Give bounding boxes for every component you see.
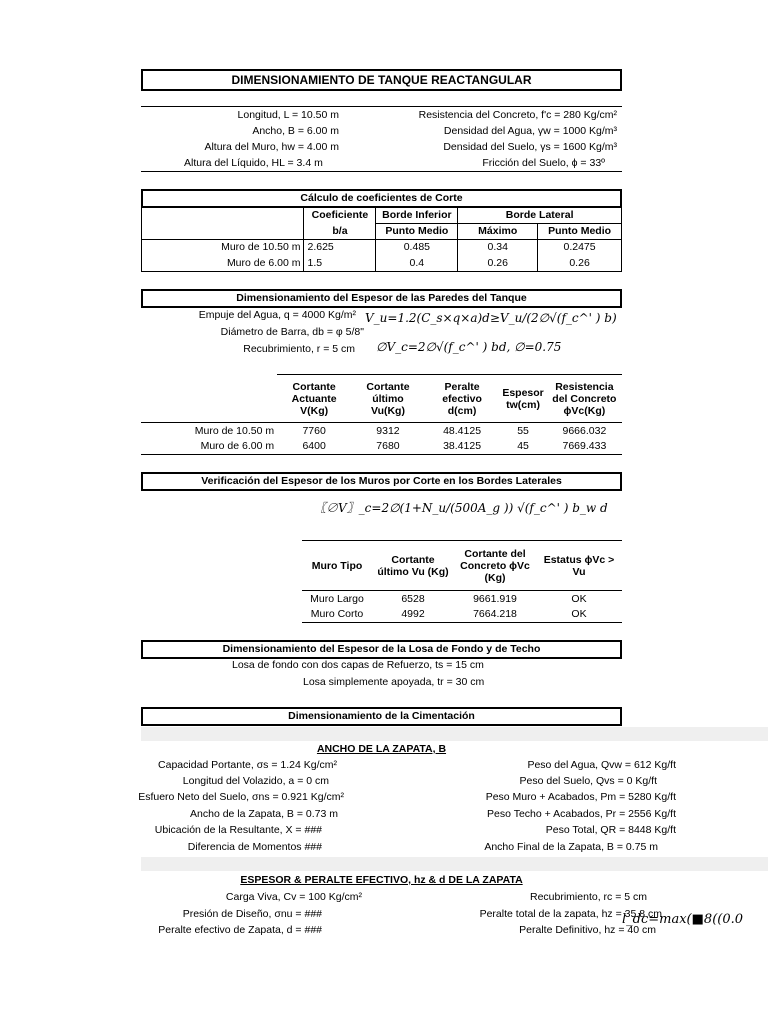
cim-band-2 [141, 857, 768, 871]
peso-muro: Peso Muro + Acabados, Pm = 5280 Kg/ft [485, 791, 676, 803]
diferencia-momentos: Diferencia de Momentos ### [187, 841, 322, 853]
input-altura-muro: Altura del Muro, hw = 4.00 m [204, 141, 339, 153]
espesor-d: 38.4125 [425, 439, 500, 455]
peso-total: Peso Total, QR = 8448 Kg/ft [545, 824, 676, 836]
coef-header-coeficiente: Coeficiente [304, 207, 376, 223]
coef-row-label: Muro de 6.00 m [142, 255, 304, 271]
espesor-tw: 55 [517, 424, 529, 437]
input-friccion: Fricción del Suelo, ϕ = 33º [482, 157, 605, 169]
coef-pm: 0.26 [538, 255, 622, 271]
coef-header-borde-lateral: Borde Lateral [458, 207, 622, 223]
verif-header-tipo: Muro Tipo [302, 541, 372, 591]
inputs-top-rule [141, 106, 622, 107]
page-title: DIMENSIONAMIENTO DE TANQUE REACTANGULAR [141, 69, 622, 91]
verif-vc: 9661.919 [473, 592, 517, 605]
equation-vu: V_u=1.2(C_s×q×a)d≥V_u/(2∅√(f_c^' ) b) [365, 311, 617, 325]
inputs-bottom-rule [141, 171, 622, 172]
coef-ba: 2.625 [304, 239, 376, 255]
coef-section-title: Cálculo de coeficientes de Corte [141, 189, 622, 208]
coef-ba: 1.5 [304, 255, 376, 271]
peralte-definitivo: Peralte Definitivo, hz = 40 cm [519, 924, 656, 936]
verif-vu: 6528 [401, 592, 425, 605]
verif-vu: 4992 [372, 607, 454, 623]
espesor-vu: 7680 [351, 439, 425, 455]
equation-vc: ∅V_c=2∅√(f_c^' ) bd, ∅=0.75 [376, 340, 562, 354]
verif-header-vc: Cortante del Concreto ϕVc (Kg) [454, 541, 536, 591]
table-row [142, 239, 622, 255]
recubrimiento-zapata: Recubrimiento, rc = 5 cm [530, 891, 647, 903]
coef-max: 0.26 [458, 255, 538, 271]
table-row [142, 255, 622, 271]
espesor-tw: 45 [499, 439, 546, 455]
verif-vc: 7664.218 [454, 607, 536, 623]
espesor-v: 7760 [302, 424, 326, 437]
esfuerzo-neto: Esfuero Neto del Suelo, σns = 0.921 Kg/cm² [138, 791, 344, 803]
losa-techo: Losa simplemente apoyada, tr = 30 cm [303, 676, 485, 688]
recubrimiento: Recubrimiento, r = 5 cm [243, 343, 355, 355]
peso-suelo: Peso del Suelo, Qvs = 0 Kg/ft [519, 775, 657, 787]
peso-agua: Peso del Agua, Qvw = 612 Kg/ft [527, 759, 676, 771]
losa-fondo: Losa de fondo con dos capas de Refuerzo, ts = 15 cm [232, 659, 484, 671]
diametro-barra: Diámetro de Barra, db = φ 5/8" [220, 326, 364, 338]
peso-techo: Peso Techo + Acabados, Pr = 2556 Kg/ft [487, 808, 676, 820]
ancho-final-zapata: Ancho Final de la Zapata, B = 0.75 m [484, 841, 658, 853]
cim-subtitle-ancho: ANCHO DE LA ZAPATA, B [316, 743, 447, 755]
coef-inf: 0.485 [376, 239, 458, 255]
peralte-efectivo-zapata: Peralte efectivo de Zapata, d = ### [158, 924, 322, 936]
espesor-row-label: Muro de 6.00 m [141, 439, 277, 455]
verif-header-estatus: Estatus ϕVc > Vu [536, 541, 622, 591]
losa-section-title: Dimensionamiento del Espesor de la Losa de Fondo y de Techo [141, 640, 622, 659]
coef-header-punto-medio-lateral: Punto Medio [538, 223, 622, 239]
verif-header-vu: Cortante último Vu (Kg) [372, 541, 454, 591]
espesor-v: 6400 [277, 439, 351, 455]
espesor-header-tw: Espesor tw(cm) [499, 375, 546, 423]
espesor-vc: 7669.433 [547, 439, 622, 455]
ancho-zapata: Ancho de la Zapata, B = 0.73 m [190, 808, 338, 820]
coef-header-maximo: Máximo [458, 223, 538, 239]
verif-estatus: OK [536, 607, 622, 623]
carga-viva: Carga Viva, Cv = 100 Kg/cm² [225, 891, 362, 903]
input-densidad-agua: Densidad del Agua, γw = 1000 Kg/m³ [443, 125, 617, 137]
coef-max: 0.34 [458, 239, 538, 255]
input-longitud: Longitud, L = 10.50 m [237, 109, 339, 121]
ubicacion-resultante: Ubicación de la Resultante, X = ### [154, 824, 322, 836]
verif-tipo: Muro Largo [310, 592, 364, 605]
coef-header-ba: b/a [304, 223, 376, 239]
espesor-section-title: Dimensionamiento del Espesor de las Paredes del Tanque [141, 289, 622, 308]
espesor-d: 48.4125 [443, 424, 482, 437]
empuje-agua: Empuje del Agua, q = 4000 Kg/m² [198, 309, 356, 321]
equation-verif: 〖∅V〗_c=2∅(1+N_u/(500A_g )) √(f_c^' ) b_w d [314, 501, 608, 515]
input-densidad-suelo: Densidad del Suelo, γs = 1600 Kg/m³ [443, 141, 617, 153]
verif-tipo: Muro Corto [302, 607, 372, 623]
verif-estatus: OK [571, 592, 587, 605]
espesor-header-d: Peralte efectivo d(cm) [425, 375, 500, 423]
espesor-table [141, 374, 622, 455]
espesor-header-vu: Cortante último Vu(Kg) [351, 375, 425, 423]
capacidad-portante: Capacidad Portante, σs = 1.24 Kg/cm² [158, 759, 337, 771]
table-row [302, 591, 622, 607]
longitud-volazido: Longitud del Volazido, a = 0 cm [182, 775, 329, 787]
peralte-total-zapata: Peralte total de la zapata, hz = 35.8 cm [479, 908, 662, 920]
verif-table [302, 540, 622, 623]
espesor-header-v: Cortante Actuante V(Kg) [277, 375, 351, 423]
coef-header-punto-medio: Punto Medio [376, 223, 458, 239]
input-altura-liquido: Altura del Líquido, HL = 3.4 m [184, 157, 323, 169]
coef-table [141, 207, 622, 272]
coef-header-borde-inferior: Borde Inferior [376, 207, 458, 223]
equation-ldc-overflow: l_dc=max(■8((0.0 [622, 912, 744, 927]
input-ancho: Ancho, B = 6.00 m [252, 125, 339, 137]
coef-pm: 0.2475 [538, 239, 622, 255]
espesor-vc: 9666.032 [562, 424, 607, 437]
input-resistencia: Resistencia del Concreto, f'c = 280 Kg/cm² [418, 109, 617, 121]
espesor-vu: 9312 [376, 424, 400, 437]
espesor-header-vc: Resistencia del Concreto ϕVc(Kg) [547, 375, 622, 423]
cim-band-1 [141, 727, 768, 741]
presion-diseno: Presión de Diseño, σnu = ### [182, 908, 322, 920]
coef-inf: 0.4 [376, 255, 458, 271]
table-row [141, 423, 622, 439]
espesor-row-label: Muro de 10.50 m [194, 424, 275, 437]
table-row [302, 607, 622, 623]
cim-section-title: Dimensionamiento de la Cimentación [141, 707, 622, 726]
coef-row-label: Muro de 10.50 m [142, 239, 304, 255]
cim-subtitle-espesor: ESPESOR & PERALTE EFECTIVO, hz & d DE LA ZAPATA [240, 874, 523, 886]
verif-section-title: Verificación del Espesor de los Muros por Corte en los Bordes Laterales [141, 472, 622, 491]
table-row [141, 439, 622, 455]
